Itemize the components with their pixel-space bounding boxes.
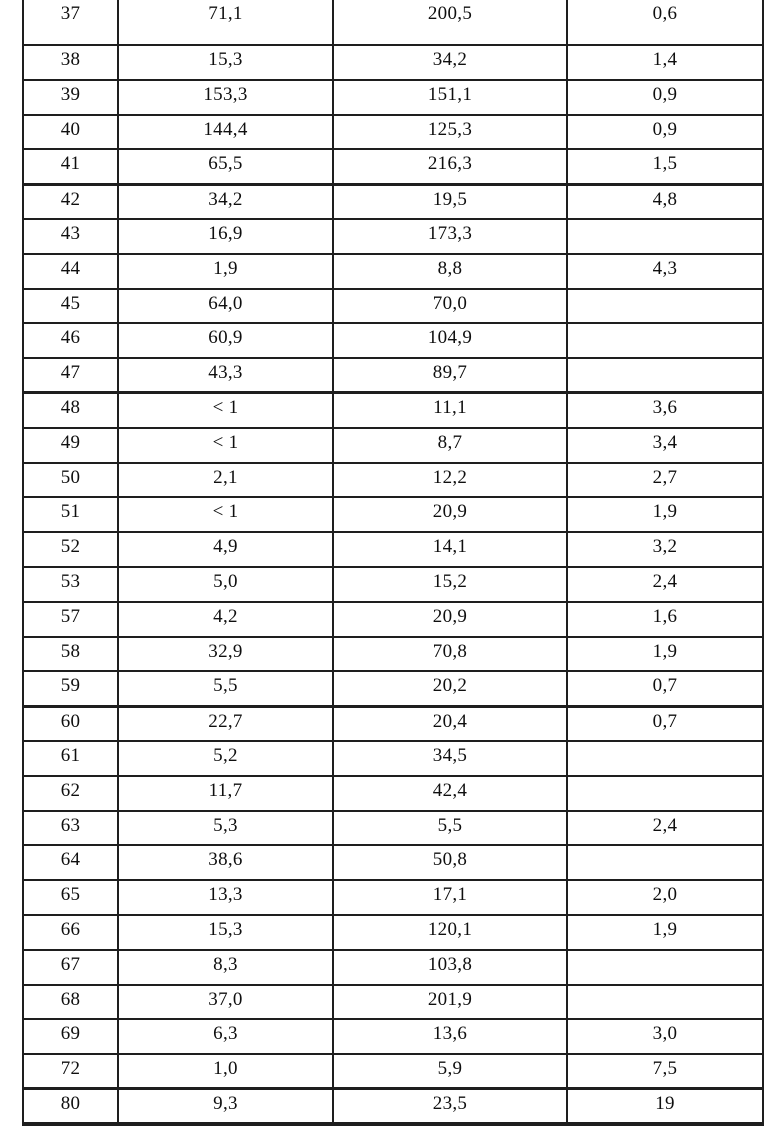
table-row bbox=[23, 428, 763, 463]
table-cell: 47 bbox=[23, 358, 118, 393]
table-cell: 20,4 bbox=[333, 706, 567, 741]
table-cell: 3,0 bbox=[567, 1019, 763, 1054]
table-cell: 65,5 bbox=[118, 149, 333, 184]
table-cell: 0,9 bbox=[567, 80, 763, 115]
table-cell bbox=[567, 219, 763, 254]
table-cell: 60,9 bbox=[118, 323, 333, 358]
table-cell: 22,7 bbox=[118, 706, 333, 741]
table-cell: 16,9 bbox=[118, 219, 333, 254]
table-cell: 70,8 bbox=[333, 637, 567, 672]
table-cell: 34,2 bbox=[118, 184, 333, 219]
table-row bbox=[23, 289, 763, 324]
table-row bbox=[23, 184, 763, 219]
table-cell bbox=[567, 741, 763, 776]
table-body bbox=[23, 0, 763, 1124]
table-row bbox=[23, 602, 763, 637]
table-cell: 19 bbox=[567, 1089, 763, 1124]
table-cell: 1,9 bbox=[567, 497, 763, 532]
table-cell: 1,9 bbox=[567, 637, 763, 672]
table-cell: 39 bbox=[23, 80, 118, 115]
data-table bbox=[22, 0, 764, 1126]
table-cell: 5,5 bbox=[333, 811, 567, 846]
table-cell: 40 bbox=[23, 115, 118, 150]
table-cell: 65 bbox=[23, 880, 118, 915]
table-cell: 48 bbox=[23, 393, 118, 428]
table-cell bbox=[567, 985, 763, 1020]
table-row bbox=[23, 115, 763, 150]
table-row bbox=[23, 706, 763, 741]
table-cell: 19,5 bbox=[333, 184, 567, 219]
table-row bbox=[23, 80, 763, 115]
table-cell: 42 bbox=[23, 184, 118, 219]
table-cell: 0,6 bbox=[567, 0, 763, 45]
table-cell: 9,3 bbox=[118, 1089, 333, 1124]
table-cell: 4,3 bbox=[567, 254, 763, 289]
table-cell: 216,3 bbox=[333, 149, 567, 184]
table-cell: 103,8 bbox=[333, 950, 567, 985]
table-cell: 38 bbox=[23, 45, 118, 80]
table-cell: 0,7 bbox=[567, 671, 763, 706]
table-row bbox=[23, 811, 763, 846]
table-row bbox=[23, 741, 763, 776]
table-row bbox=[23, 950, 763, 985]
table-cell: 63 bbox=[23, 811, 118, 846]
table-cell: 44 bbox=[23, 254, 118, 289]
table-cell: 0,7 bbox=[567, 706, 763, 741]
table-cell: 201,9 bbox=[333, 985, 567, 1020]
table-cell: 72 bbox=[23, 1054, 118, 1089]
table-cell: 5,9 bbox=[333, 1054, 567, 1089]
table-cell: 8,3 bbox=[118, 950, 333, 985]
table-row bbox=[23, 0, 763, 45]
table-cell: 58 bbox=[23, 637, 118, 672]
table-cell: 8,7 bbox=[333, 428, 567, 463]
table-cell: 43 bbox=[23, 219, 118, 254]
table-row bbox=[23, 1089, 763, 1124]
table-cell: 43,3 bbox=[118, 358, 333, 393]
table-cell: 153,3 bbox=[118, 80, 333, 115]
table-cell: 120,1 bbox=[333, 915, 567, 950]
table-cell: 51 bbox=[23, 497, 118, 532]
table-cell: 50,8 bbox=[333, 845, 567, 880]
table-cell: 13,6 bbox=[333, 1019, 567, 1054]
table-cell: 59 bbox=[23, 671, 118, 706]
table-row bbox=[23, 985, 763, 1020]
table-cell: 4,2 bbox=[118, 602, 333, 637]
table-cell bbox=[567, 776, 763, 811]
table-cell: 71,1 bbox=[118, 0, 333, 45]
table-cell: 0,9 bbox=[567, 115, 763, 150]
table-cell: 2,1 bbox=[118, 463, 333, 498]
table-cell: 34,2 bbox=[333, 45, 567, 80]
table-cell: 32,9 bbox=[118, 637, 333, 672]
table-cell: 6,3 bbox=[118, 1019, 333, 1054]
table-cell: 38,6 bbox=[118, 845, 333, 880]
table-cell: < 1 bbox=[118, 428, 333, 463]
table-cell: 2,4 bbox=[567, 811, 763, 846]
table-cell: 173,3 bbox=[333, 219, 567, 254]
table-row bbox=[23, 358, 763, 393]
table-cell: 68 bbox=[23, 985, 118, 1020]
table-row bbox=[23, 219, 763, 254]
table-cell: 45 bbox=[23, 289, 118, 324]
table-cell: 20,9 bbox=[333, 602, 567, 637]
table-cell: 104,9 bbox=[333, 323, 567, 358]
table-cell: 66 bbox=[23, 915, 118, 950]
table-cell: 13,3 bbox=[118, 880, 333, 915]
table-cell: 7,5 bbox=[567, 1054, 763, 1089]
table-cell: < 1 bbox=[118, 497, 333, 532]
table-cell bbox=[567, 358, 763, 393]
table-cell bbox=[567, 950, 763, 985]
table-cell: 46 bbox=[23, 323, 118, 358]
table-cell: 5,0 bbox=[118, 567, 333, 602]
table-cell: 50 bbox=[23, 463, 118, 498]
table-cell: 4,9 bbox=[118, 532, 333, 567]
table-row bbox=[23, 671, 763, 706]
table-cell: 1,5 bbox=[567, 149, 763, 184]
table-cell: 5,2 bbox=[118, 741, 333, 776]
table-cell: 15,2 bbox=[333, 567, 567, 602]
table-row bbox=[23, 1054, 763, 1089]
table-cell: 1,6 bbox=[567, 602, 763, 637]
table-cell: 41 bbox=[23, 149, 118, 184]
table-cell: 8,8 bbox=[333, 254, 567, 289]
table-cell: 1,4 bbox=[567, 45, 763, 80]
table-cell: 3,6 bbox=[567, 393, 763, 428]
table-cell: 15,3 bbox=[118, 915, 333, 950]
table-cell: 4,8 bbox=[567, 184, 763, 219]
table-cell: 37 bbox=[23, 0, 118, 45]
table-cell: 60 bbox=[23, 706, 118, 741]
table-cell: 2,4 bbox=[567, 567, 763, 602]
table-cell bbox=[567, 845, 763, 880]
table-row bbox=[23, 463, 763, 498]
table-cell: 57 bbox=[23, 602, 118, 637]
table-row bbox=[23, 845, 763, 880]
table-cell: 61 bbox=[23, 741, 118, 776]
table-cell: 62 bbox=[23, 776, 118, 811]
table-cell: 52 bbox=[23, 532, 118, 567]
table-row bbox=[23, 776, 763, 811]
table-cell: 70,0 bbox=[333, 289, 567, 324]
table-cell: 2,0 bbox=[567, 880, 763, 915]
table-cell: 14,1 bbox=[333, 532, 567, 567]
table-row bbox=[23, 915, 763, 950]
table-cell: 20,9 bbox=[333, 497, 567, 532]
table-cell: 53 bbox=[23, 567, 118, 602]
table-row bbox=[23, 393, 763, 428]
table-cell: 64 bbox=[23, 845, 118, 880]
table-cell: 89,7 bbox=[333, 358, 567, 393]
table-cell bbox=[567, 289, 763, 324]
table-cell bbox=[567, 323, 763, 358]
table-cell: 144,4 bbox=[118, 115, 333, 150]
table-cell: 1,9 bbox=[567, 915, 763, 950]
table-row bbox=[23, 149, 763, 184]
table-row bbox=[23, 567, 763, 602]
table-cell: 23,5 bbox=[333, 1089, 567, 1124]
table-cell: 5,3 bbox=[118, 811, 333, 846]
table-cell: 64,0 bbox=[118, 289, 333, 324]
table-row bbox=[23, 1019, 763, 1054]
table-cell: 3,2 bbox=[567, 532, 763, 567]
table-cell: 151,1 bbox=[333, 80, 567, 115]
table-cell: 49 bbox=[23, 428, 118, 463]
table-row bbox=[23, 880, 763, 915]
table-cell: 1,0 bbox=[118, 1054, 333, 1089]
table-cell: 80 bbox=[23, 1089, 118, 1124]
table-row bbox=[23, 497, 763, 532]
table-cell: 125,3 bbox=[333, 115, 567, 150]
table-cell: 3,4 bbox=[567, 428, 763, 463]
table-row bbox=[23, 532, 763, 567]
table-cell: < 1 bbox=[118, 393, 333, 428]
table-cell: 11,7 bbox=[118, 776, 333, 811]
table-cell: 67 bbox=[23, 950, 118, 985]
table-cell: 1,9 bbox=[118, 254, 333, 289]
table-cell: 42,4 bbox=[333, 776, 567, 811]
table-row bbox=[23, 45, 763, 80]
table-cell: 2,7 bbox=[567, 463, 763, 498]
table-row bbox=[23, 637, 763, 672]
table-cell: 5,5 bbox=[118, 671, 333, 706]
table-cell: 20,2 bbox=[333, 671, 567, 706]
table-cell: 15,3 bbox=[118, 45, 333, 80]
table-row bbox=[23, 323, 763, 358]
table-cell: 17,1 bbox=[333, 880, 567, 915]
table-row bbox=[23, 254, 763, 289]
table-cell: 200,5 bbox=[333, 0, 567, 45]
table-cell: 69 bbox=[23, 1019, 118, 1054]
table-cell: 34,5 bbox=[333, 741, 567, 776]
table-cell: 12,2 bbox=[333, 463, 567, 498]
table-cell: 11,1 bbox=[333, 393, 567, 428]
table-cell: 37,0 bbox=[118, 985, 333, 1020]
